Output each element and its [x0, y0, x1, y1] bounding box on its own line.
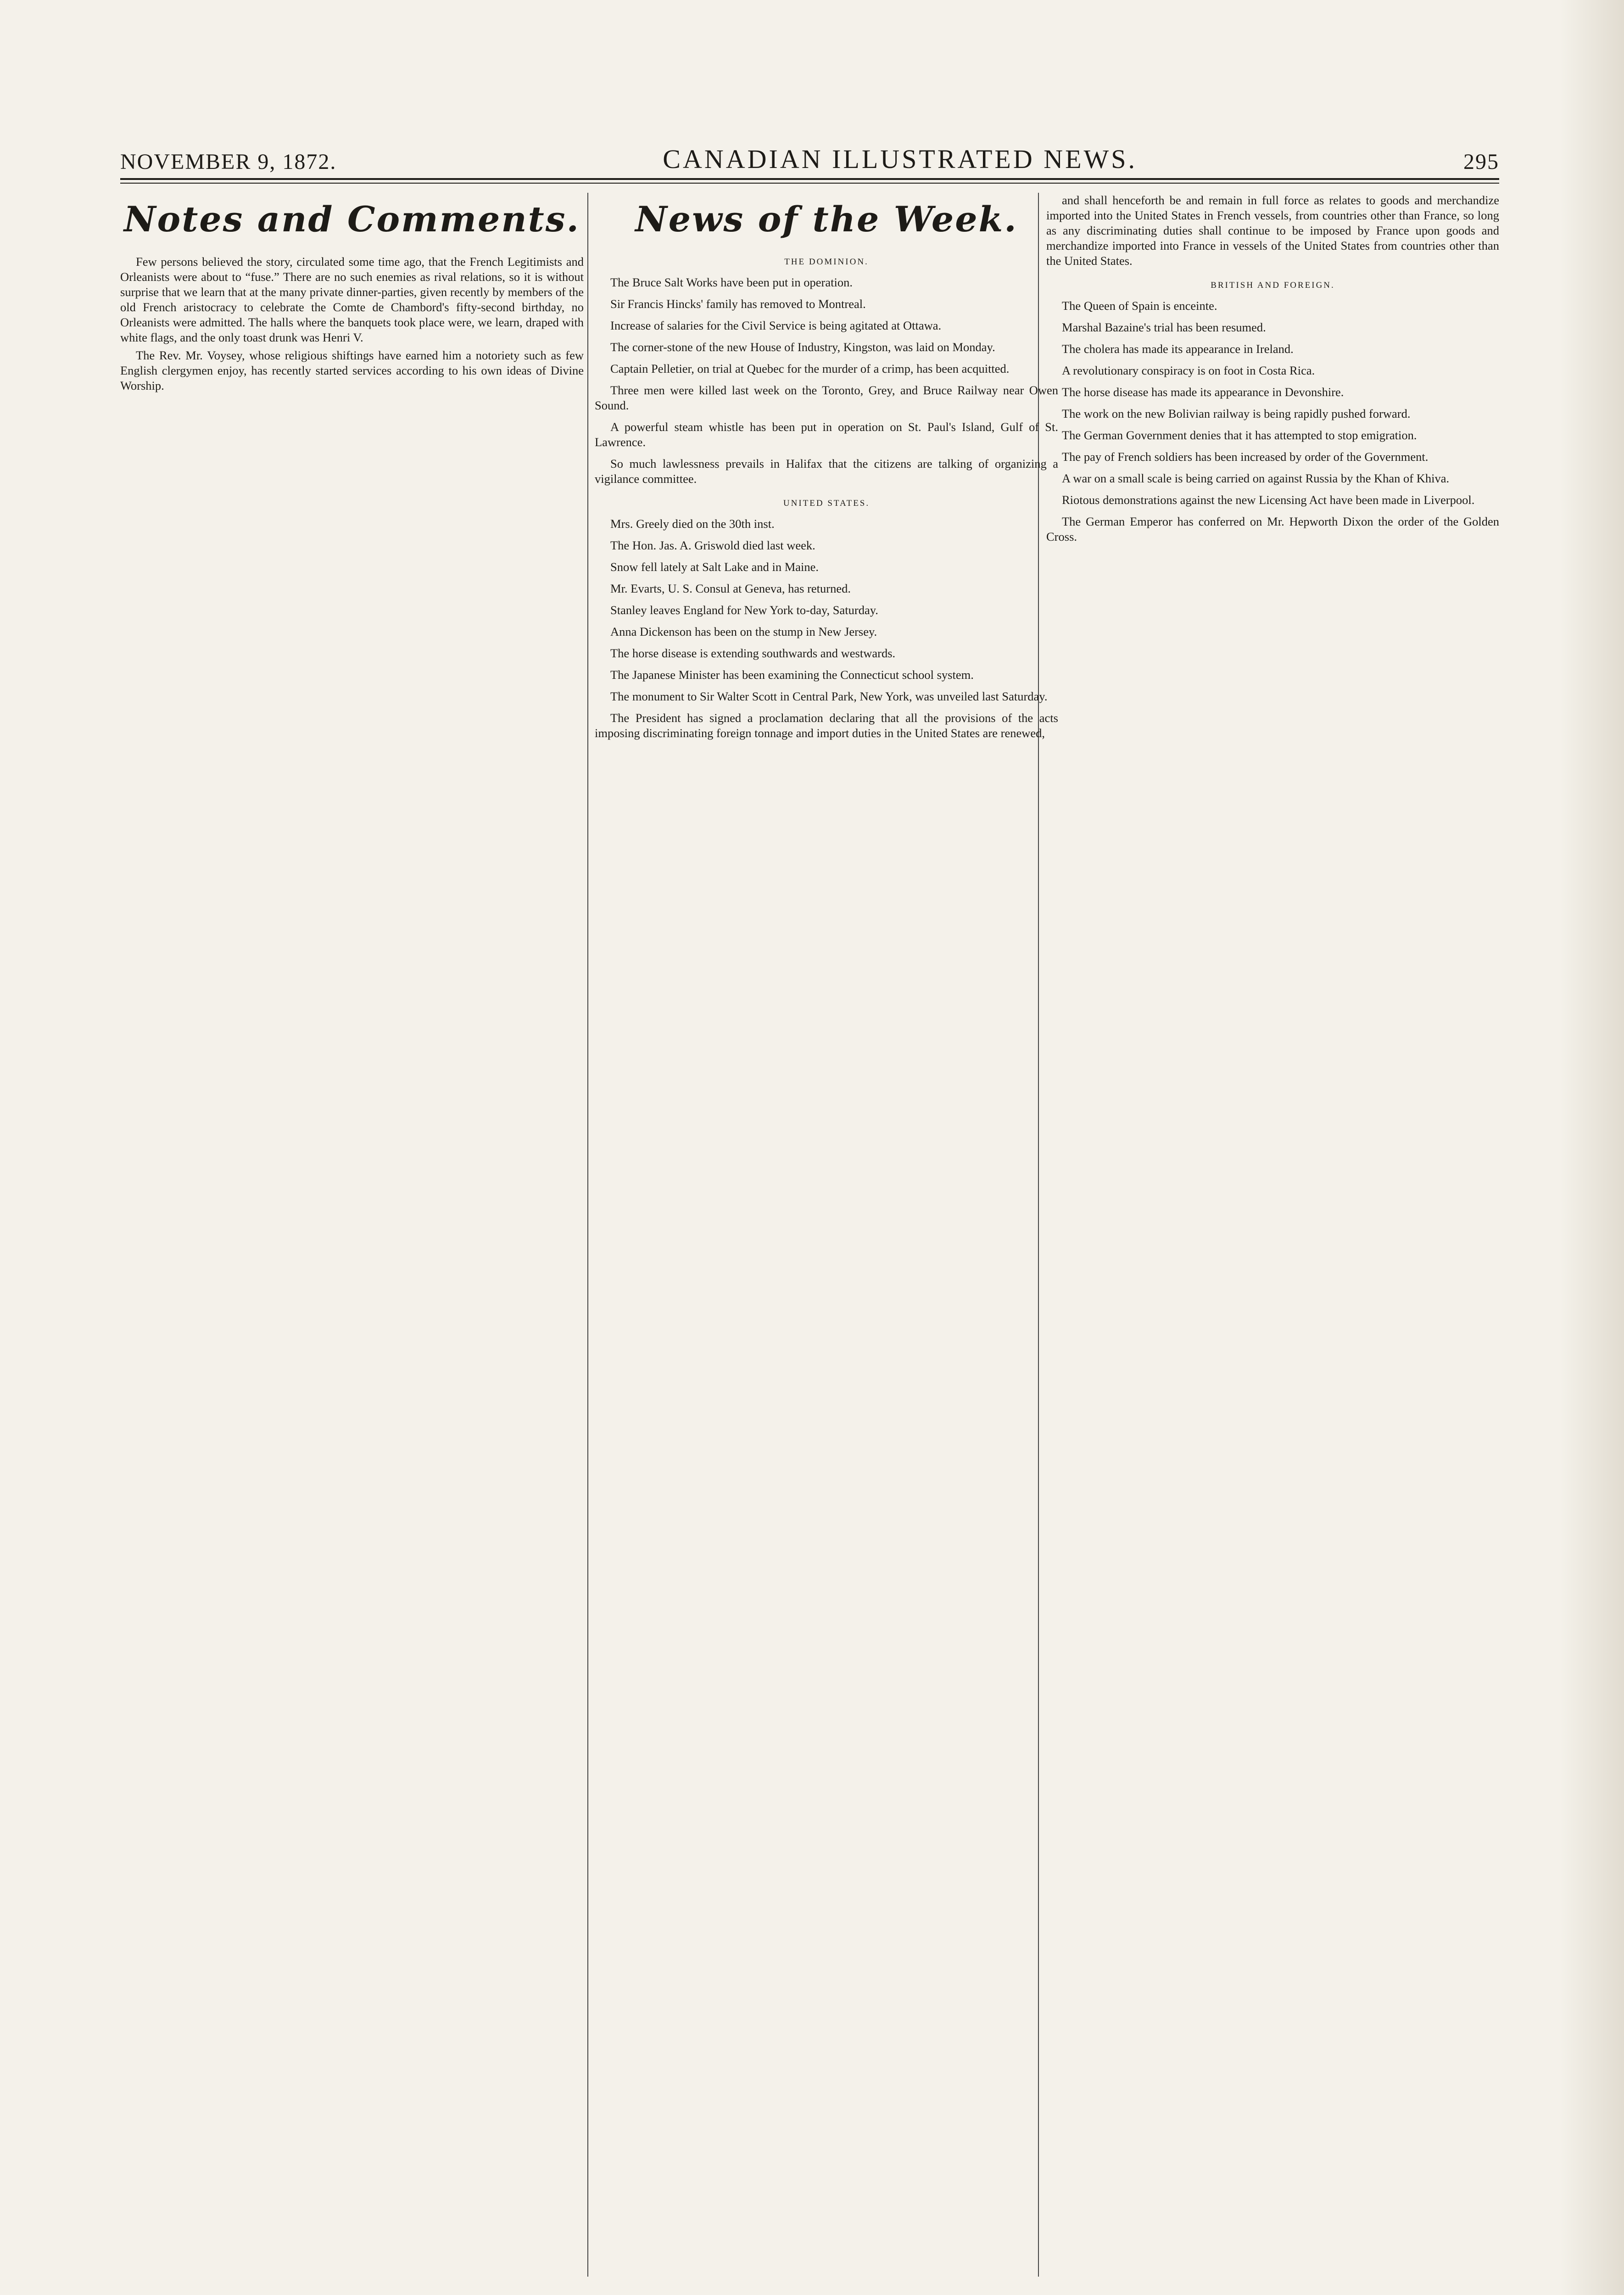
news-item: Three men were killed last week on the Toronto, Grey, and Bruce Railway near Owen Sound. — [595, 383, 1058, 412]
news-of-the-week-column — [595, 193, 1058, 747]
news-item: The horse disease is extending southwards and westwards. — [610, 646, 896, 660]
news-item: Anna Dickenson has been on the stump in New Jersey. — [610, 625, 877, 638]
news-item: A revolutionary conspiracy is on foot in Costa Rica. — [1062, 364, 1315, 377]
news-item: Captain Pelletier, on trial at Quebec for the murder of a crimp, has been acquitted. — [610, 362, 1010, 375]
news-item: The monument to Sir Walter Scott in Central Park, New York, was unveiled last Saturday. — [610, 689, 1048, 703]
news-item: The corner-stone of the new House of Industry, Kingston, was laid on Monday. — [610, 340, 995, 354]
news-item: The Queen of Spain is enceinte. — [1062, 299, 1217, 313]
news-item: The cholera has made its appearance in Ireland. — [1062, 342, 1294, 356]
news-item: Increase of salaries for the Civil Service is being agitated at Ottawa. — [610, 319, 942, 332]
news-item: The President has signed a proclamation declaring that all the provisions of the acts imposing discriminating foreign tonnage and import duties in the United States are renewed, — [595, 711, 1058, 740]
news-item: Snow fell lately at Salt Lake and in Maine. — [610, 560, 819, 574]
issue-date: NOVEMBER 9, 1872. — [120, 150, 337, 174]
news-item: So much lawlessness prevails in Halifax that the citizens are talking of organizing a vigilance committee. — [595, 457, 1058, 486]
news-item: The Bruce Salt Works have been put in operation. — [610, 275, 853, 289]
news-item: The German Government denies that it has attempted to stop emigration. — [1062, 428, 1417, 442]
subsection-label: UNITED STATES. — [783, 498, 870, 508]
news-item: Stanley leaves England for New York to-day, Saturday. — [610, 603, 878, 617]
news-item: The Japanese Minister has been examining the Connecticut school system. — [610, 668, 974, 682]
subsection-label: BRITISH AND FOREIGN. — [1211, 280, 1335, 290]
news-item: A war on a small scale is being carried on against Russia by the Khan of Khiva. — [1062, 471, 1450, 485]
british-and-foreign-column — [1046, 193, 1499, 551]
page-edge-discoloration — [1560, 0, 1624, 2295]
news-item: The German Emperor has conferred on Mr. Hepworth Dixon the order of the Golden Cross. — [1046, 515, 1499, 543]
article-paragraph: Few persons believed the story, circulated some time ago, that the French Legitimists and Orleanists were about to “fuse.” There are no such enemies as rival relations, so it is without surprise that we learn that at the many private dinner-parties, given recently by members of the old French aristocracy to celebrate the Comte de Chambord's fifty-second birthday, no Orleanists were admitted. The halls where the banquets took place were, we learn, draped with white flags, and the only toast drunk was Henri V. — [120, 255, 584, 344]
section-heading: News of the Week. — [635, 199, 1018, 240]
continued-paragraph: and shall henceforth be and remain in full force as relates to goods and merchandize imported into the United States in French vessels, from countries other than France, so long as any discriminating duties shall continue to be imposed by France upon goods and merchandize imported into France in vessels of the United States from countries other than the United States. — [1046, 193, 1499, 268]
section-heading: Notes and Comments. — [124, 199, 580, 240]
page-number: 295 — [1463, 150, 1499, 174]
news-item: Marshal Bazaine's trial has been resumed. — [1062, 320, 1266, 334]
news-item: The work on the new Bolivian railway is being rapidly pushed forward. — [1062, 407, 1411, 420]
news-item: Mr. Evarts, U. S. Consul at Geneva, has returned. — [610, 582, 851, 595]
news-item: A powerful steam whistle has been put in operation on St. Paul's Island, Gulf of St. Lawrence. — [595, 420, 1058, 449]
news-item: Riotous demonstrations against the new Licensing Act have been made in Liverpool. — [1062, 493, 1475, 507]
column-divider — [587, 193, 588, 2277]
news-item: The horse disease has made its appearance in Devonshire. — [1062, 385, 1344, 399]
article-paragraph: The Rev. Mr. Voysey, whose religious shiftings have earned him a notoriety such as few English clergymen enjoy, has recently started services according to his own ideas of Divine Worship. — [120, 348, 584, 392]
news-item: Mrs. Greely died on the 30th inst. — [610, 517, 775, 531]
masthead-rule — [120, 178, 1499, 180]
notes-and-comments-column — [120, 193, 584, 396]
news-item: Sir Francis Hincks' family has removed to Montreal. — [610, 297, 866, 311]
news-item: The pay of French soldiers has been increased by order of the Government. — [1062, 450, 1429, 464]
news-item: The Hon. Jas. A. Griswold died last week. — [610, 538, 815, 552]
masthead-rule-thin — [120, 183, 1499, 184]
subsection-label: THE DOMINION. — [784, 257, 869, 267]
masthead — [120, 133, 1499, 174]
publication-title: CANADIAN ILLUSTRATED NEWS. — [663, 144, 1138, 174]
